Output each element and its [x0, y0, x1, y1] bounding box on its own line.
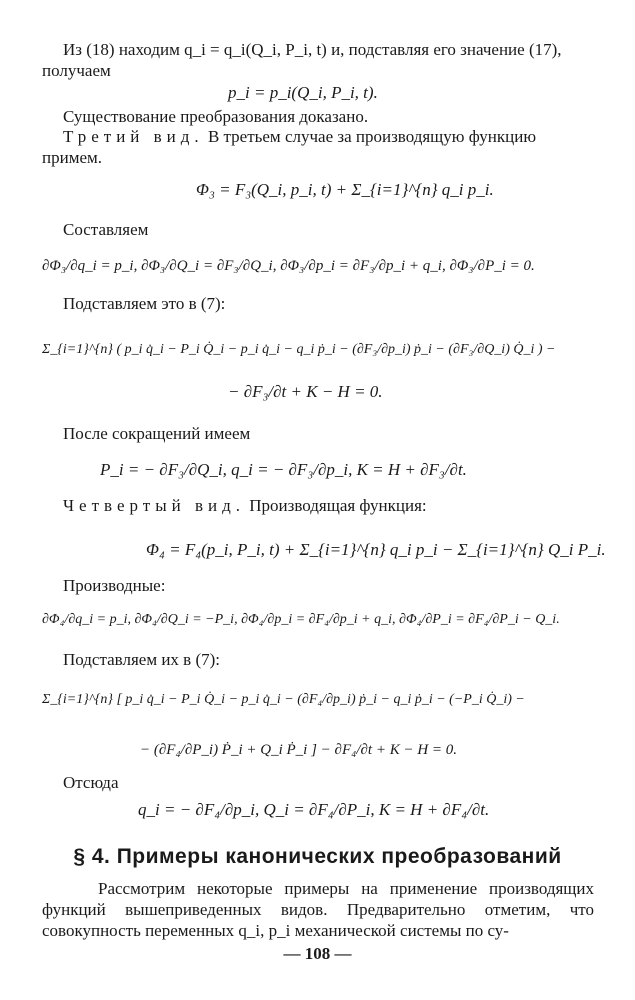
formula-text: ∂Φ₄/∂q_i = p_i, ∂Φ₄/∂Q_i = −P_i, ∂Φ₄/∂p_i = ∂F₄/∂p_i + q_i, ∂Φ₄/∂P_i = ∂F₄/∂P_i − Q_i. — [42, 612, 560, 627]
text-line — [63, 424, 250, 444]
formula-line — [228, 382, 383, 402]
body-paragraph — [42, 878, 594, 941]
section-label-fourth: Четвертый вид. — [63, 496, 245, 515]
formula-line — [100, 460, 467, 480]
line-text: Составляем — [63, 220, 149, 239]
text-line — [63, 107, 368, 127]
formula-text: Φ₃ = F₃(Q_i, p_i, t) + Σ_{i=1}^{n} q_i p_i. — [196, 180, 494, 199]
text-line — [63, 576, 165, 596]
formula-line — [228, 83, 378, 103]
formula-text: Φ₄ = F₄(p_i, P_i, t) + Σ_{i=1}^{n} q_i p_i − Σ_{i=1}^{n} Q_i P_i. — [146, 540, 606, 559]
text-line — [63, 294, 225, 314]
formula-text: Σ_{i=1}^{n} [ p_i q̇_i − P_i Q̇_i − p_i q̇_i − (∂F₄/∂p_i) ṗ_i − q_i ṗ_i − (−P_i Q̇_i) − — [42, 692, 525, 707]
formula-text: q_i = − ∂F₄/∂p_i, Q_i = ∂F₄/∂P_i, K = H + ∂F₄/∂t. — [138, 800, 490, 819]
line-text: Существование преобразования доказано. — [63, 107, 369, 126]
line-text: получаем — [42, 61, 111, 80]
section-label-third: Третий вид. — [63, 127, 204, 146]
line-text: Производные: — [63, 576, 166, 595]
formula-line — [42, 690, 525, 710]
formula-line — [42, 256, 535, 276]
formula-line — [138, 800, 489, 820]
page-number: — 108 — — [283, 944, 352, 963]
formula-line — [140, 740, 457, 760]
text-line — [63, 220, 148, 240]
formula-line — [42, 340, 555, 360]
formula-line — [146, 540, 606, 560]
formula-text: p_i = p_i(Q_i, P_i, t). — [228, 83, 378, 102]
line-text: примем. — [42, 148, 103, 167]
text-line — [42, 61, 111, 81]
line-text: Отсюда — [63, 773, 119, 792]
text-line — [63, 496, 427, 516]
section-heading: § 4. Примеры канонических преобразований — [73, 845, 562, 868]
text-line — [63, 650, 220, 670]
text-line — [63, 773, 119, 793]
text-line — [42, 148, 102, 168]
line-text: Производящая функция: — [249, 496, 427, 515]
text-line — [63, 127, 536, 147]
formula-text: P_i = − ∂F₃/∂Q_i, q_i = − ∂F₃/∂p_i, K = H + ∂F₃/∂t. — [100, 460, 467, 479]
line-text: Подставляем это в (7): — [63, 294, 226, 313]
formula-line — [196, 180, 494, 200]
line-text: В третьем случае за производящую функцию — [207, 127, 537, 146]
text-line — [63, 40, 562, 60]
formula-text: − (∂F₄/∂P_i) Ṗ_i + Q_i Ṗ_i ] − ∂F₄/∂t + K − H = 0. — [140, 742, 458, 758]
formula-text: − ∂F₃/∂t + K − H = 0. — [228, 382, 383, 401]
formula-text: ∂Φ₃/∂q_i = p_i, ∂Φ₃/∂Q_i = ∂F₃/∂Q_i, ∂Φ₃/∂p_i = ∂F₃/∂p_i + q_i, ∂Φ₃/∂P_i = 0. — [42, 258, 535, 274]
line-text: Подставляем их в (7): — [63, 650, 220, 669]
formula-text: Σ_{i=1}^{n} ( p_i q̇_i − P_i Q̇_i − p_i q̇_i − q_i ṗ_i − (∂F₃/∂p_i) ṗ_i − (∂F₃/∂Q_i) Q̇_i ) − — [42, 342, 556, 357]
line-text: Из (18) находим q_i = q_i(Q_i, P_i, t) и, подставляя его значение (17), — [63, 40, 562, 59]
formula-line — [42, 610, 560, 630]
paragraph-text: Рассмотрим некоторые примеры на применение производящих функций вышеприведенных видов. Предварительно отметим, что совокупность переменных q_i, p_i механической системы по су- — [42, 879, 594, 940]
line-text: После сокращений имеем — [63, 424, 251, 443]
